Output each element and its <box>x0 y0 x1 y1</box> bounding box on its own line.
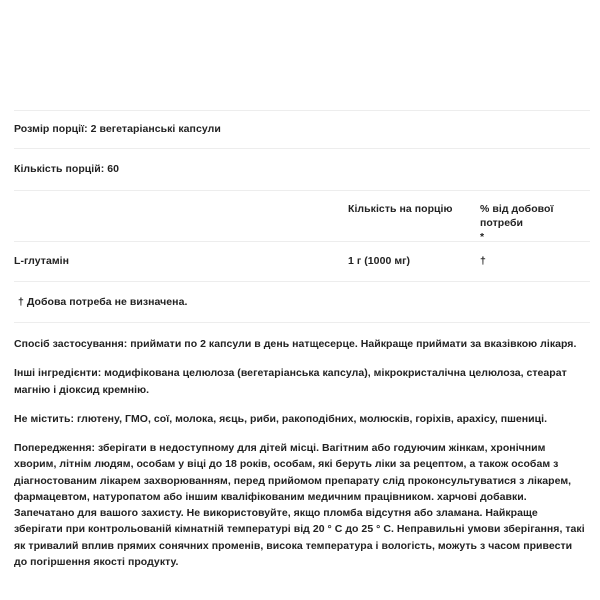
warning-paragraph: Попередження: зберігати в недоступному для дітей місці. Вагітним або годуючим жінкам, хронічним хворим, літнім людям, особам у віці до 18 років, особам, які беруть ліки за рецептом, а також особам з діагностованим лікарем захворюванням, перед прийомом препарату слід проконсультуватися з лікарем, фармацевтом, натуропатом або іншим кваліфікованим медичним працівником. харчові добавки. Запечатано для вашого захисту. Не використовуйте, якщо пломба відсутня або зламана. Найкраще зберігати при контрольованій кімнатній температурі від 20 ° C до 25 ° C. Неправильні умови зберігання, такі як тривалий вплив прямих сонячних променів, висока температура і вологість, можуть з часом привести до погіршення якості продукту. <box>14 442 585 568</box>
table-header-amount-per-serving: Кількість на порцію <box>348 203 453 215</box>
table-header-daily-value-label: % від добової потреби <box>480 203 554 230</box>
table-header-row <box>0 191 600 244</box>
table-row <box>0 242 600 281</box>
servings-per-container-row <box>0 149 600 190</box>
body-text-block <box>0 323 600 570</box>
directions-paragraph: Спосіб застосування: приймати по 2 капсули в день натщесерце. Найкраще приймати за вказівкою лікаря. <box>14 338 577 350</box>
top-spacer <box>0 0 600 110</box>
serving-size-text: Розмір порції: 2 вегетаріанські капсули <box>14 123 221 136</box>
other-ingredients-paragraph: Інші інгредієнти: модифікована целюлоза (вегетаріанська капсула), мікрокристалічна целюлоза, стеарат магнію і діоксид кремнію. <box>14 367 567 396</box>
serving-size-row <box>0 111 600 148</box>
ingredient-daily-value: † <box>480 255 486 267</box>
ingredient-amount: 1 г (1000 мг) <box>348 255 411 267</box>
ingredient-name: L-глутамін <box>14 255 70 267</box>
servings-per-container-text: Кількість порцій: 60 <box>14 163 120 176</box>
table-header-daily-value <box>480 202 592 245</box>
daily-value-footnote: † Добова потреба не визначена. <box>18 296 188 308</box>
free-from-paragraph: Не містить: глютену, ГМО, сої, молока, яєць, риби, ракоподібних, молюсків, горіхів, арахісу, пшениці. <box>14 412 548 425</box>
table-header-daily-value-asterisk: * <box>480 231 485 244</box>
